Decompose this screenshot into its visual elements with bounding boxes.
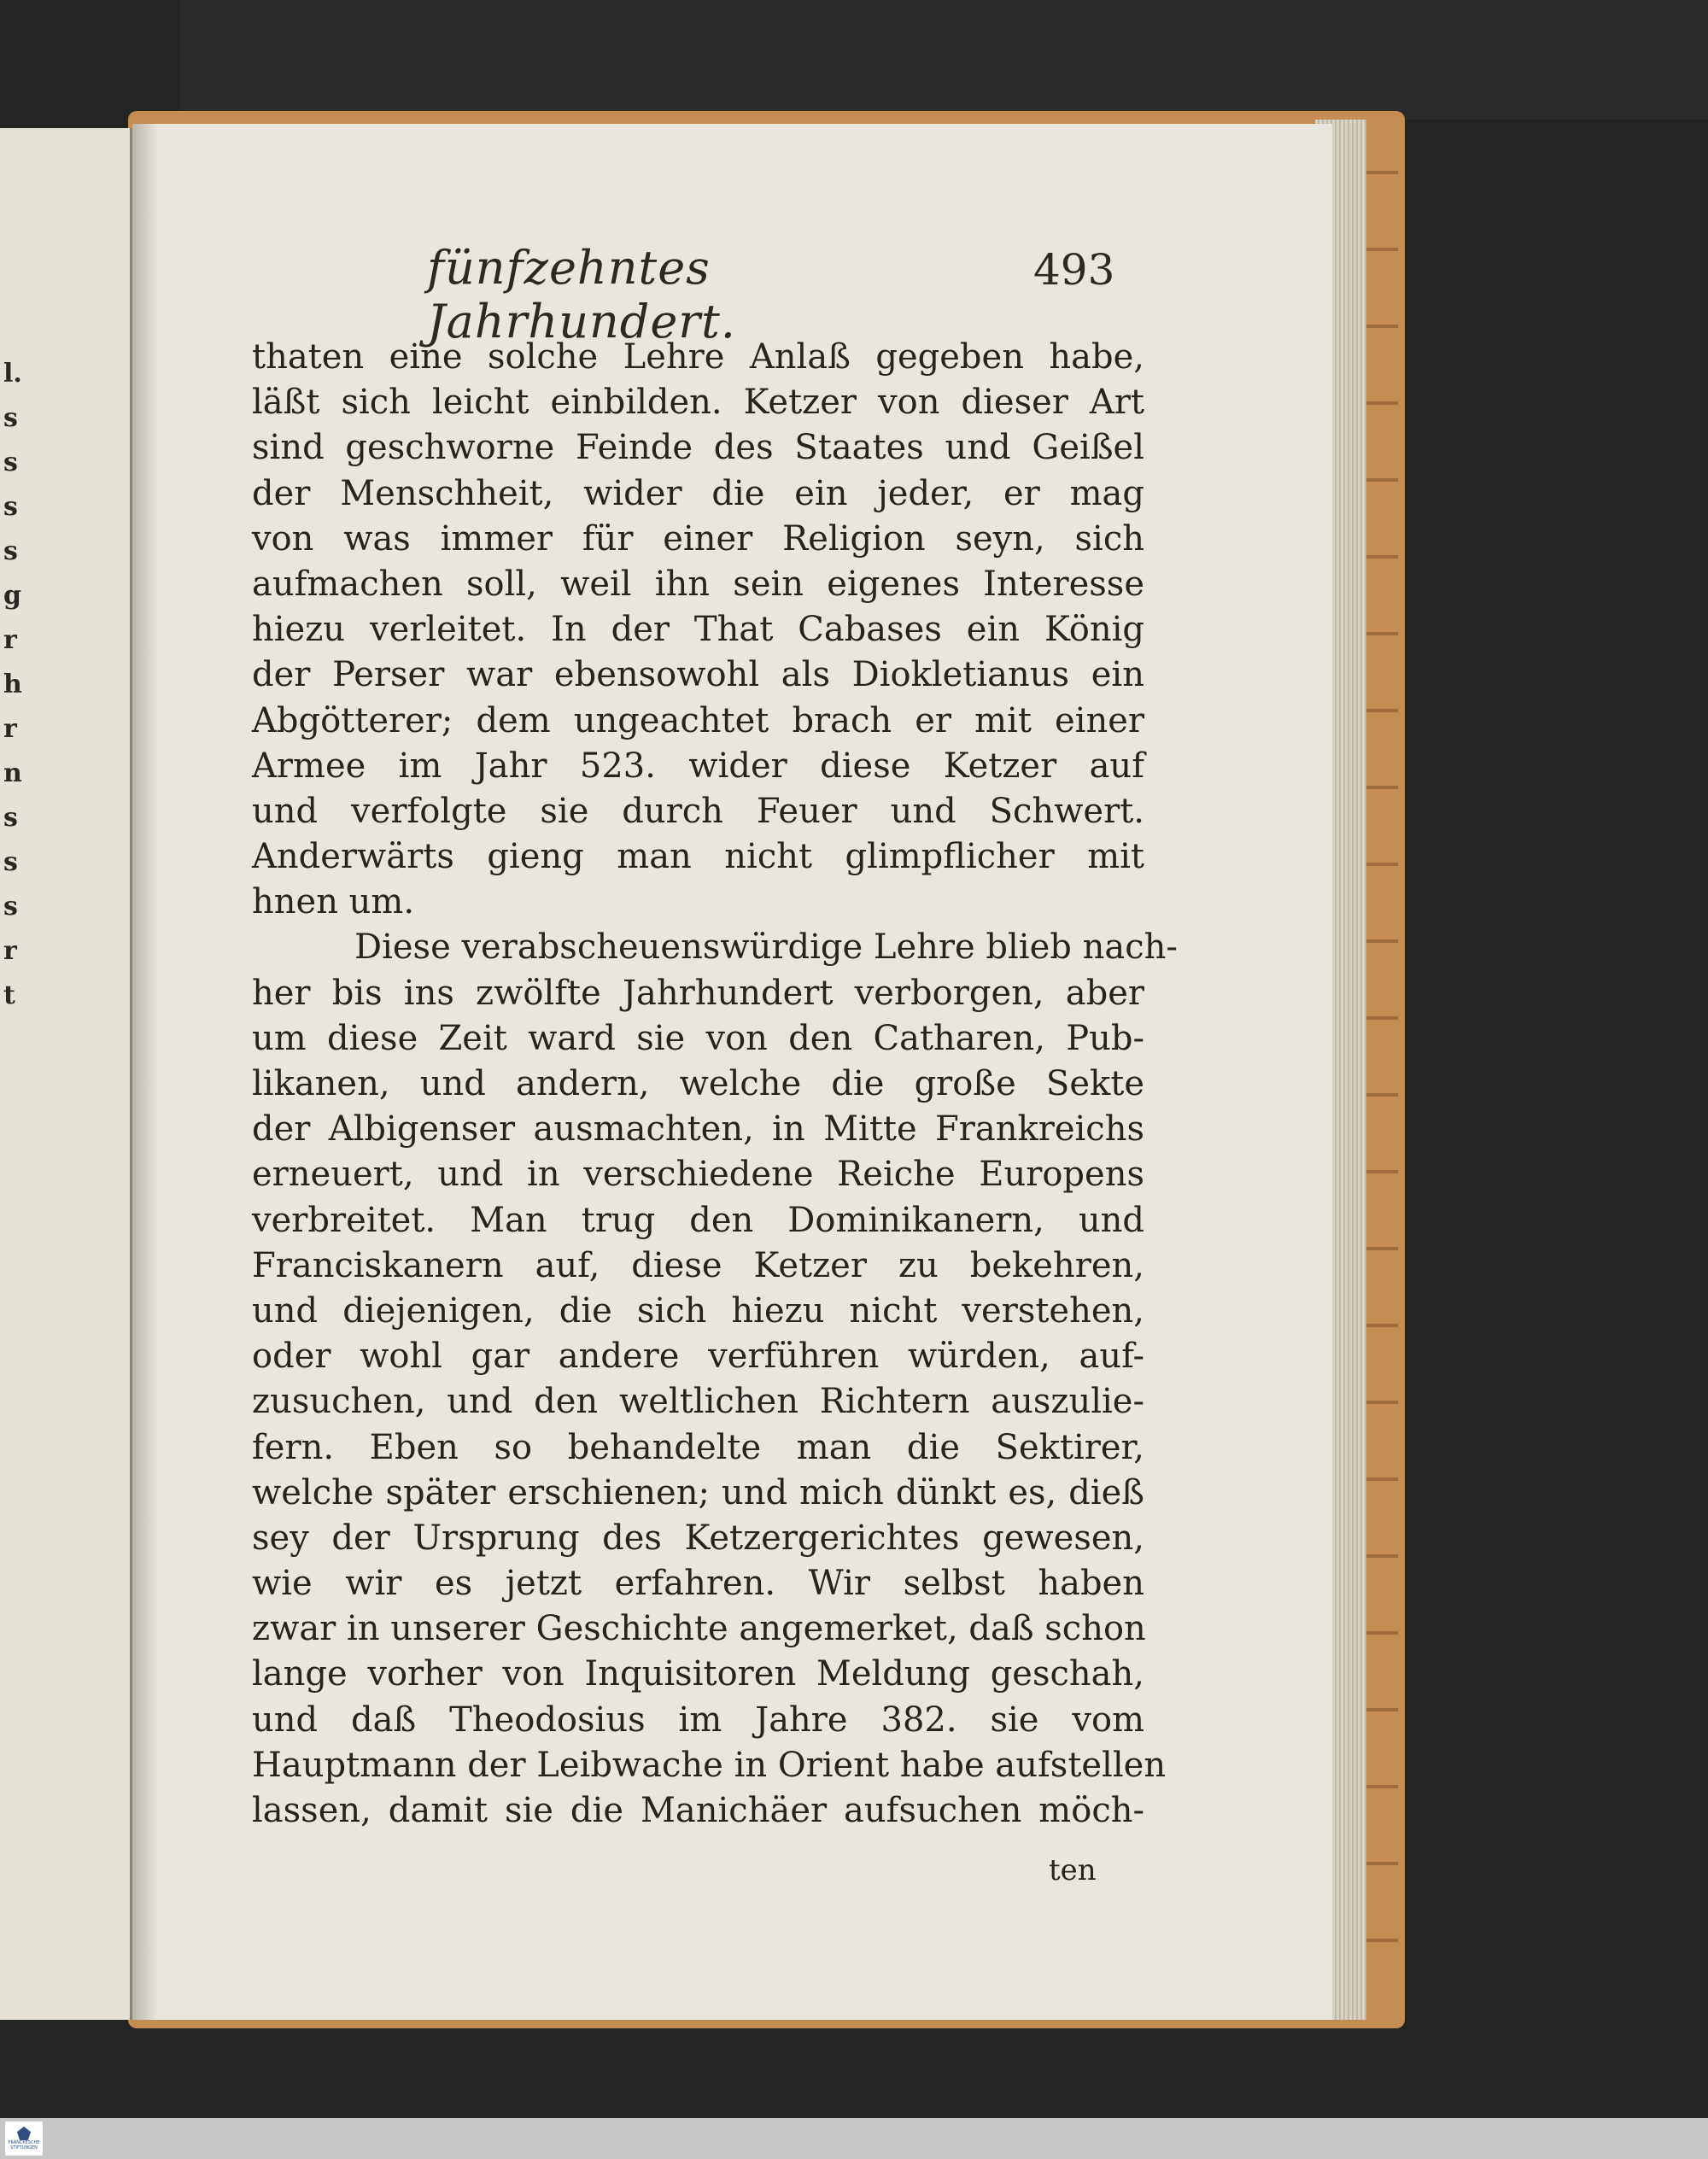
institution-logo[interactable] — [5, 2121, 43, 2156]
text-line: hiezu verleitet. In der That Cabases ein König — [252, 610, 1144, 650]
edge-glyph: s — [3, 448, 18, 477]
cover-texture — [1364, 137, 1398, 1973]
edge-glyph: s — [3, 536, 18, 566]
text-line: der Perser war ebensowohl als Diokletianus ein — [252, 655, 1144, 695]
text-line: her bis ins zwölfte Jahrhundert verborgen, aber — [252, 973, 1144, 1013]
photo-background-top — [179, 0, 1708, 120]
edge-glyph: s — [3, 847, 18, 877]
text-line: Franciskanern auf, diese Ketzer zu bekehren, — [252, 1245, 1144, 1285]
text-line: Hauptmann der Leibwache in Orient habe aufstellen — [252, 1745, 1167, 1785]
text-line: Armee im Jahr 523. wider diese Ketzer auf — [252, 746, 1144, 786]
edge-glyph: r — [3, 936, 17, 966]
text-line: lassen, damit sie die Manichäer aufsuchen möch- — [252, 1791, 1144, 1830]
text-line: und diejenigen, die sich hiezu nicht verstehen, — [252, 1290, 1144, 1331]
logo-text: FRANCKESCHE STIFTUNGEN — [8, 2140, 40, 2150]
text-line: und verfolgte sie durch Feuer und Schwert. — [252, 791, 1144, 831]
edge-glyph: g — [3, 581, 21, 611]
text-line: zwar in unserer Geschichte angemerket, daß schon — [252, 1609, 1146, 1649]
body-text — [252, 335, 1178, 1834]
edge-glyph: s — [3, 492, 18, 522]
edge-glyph: r — [3, 714, 17, 744]
text-line: erneuert, und in verschiedene Reiche Europens — [252, 1155, 1144, 1195]
logo-emblem-icon — [17, 2127, 31, 2140]
text-line: thaten eine solche Lehre Anlaß gegeben habe, — [252, 337, 1144, 377]
edge-glyph: t — [3, 980, 15, 1010]
edge-glyph: n — [3, 758, 22, 788]
text-line: und daß Theodosius im Jahre 382. sie vom — [252, 1700, 1144, 1740]
text-line: um diese Zeit ward sie von den Catharen, Pub- — [252, 1018, 1144, 1058]
page-gutter-shadow — [132, 124, 158, 2020]
text-line: likanen, und andern, welche die große Sekte — [252, 1064, 1144, 1103]
edge-glyph: l. — [3, 359, 22, 389]
edge-glyph: r — [3, 625, 17, 655]
text-line: der Albigenser ausmachten, in Mitte Frankreichs — [252, 1109, 1144, 1150]
text-line: läßt sich leicht einbilden. Ketzer von dieser Art — [252, 383, 1144, 423]
running-title: fünfzehntes Jahrhundert. — [427, 241, 736, 348]
text-line: von was immer für einer Religion seyn, sich — [252, 518, 1144, 559]
text-line: der Menschheit, wider die ein jeder, er mag — [252, 473, 1144, 513]
text-line: Anderwärts gieng man nicht glimpflicher mit — [252, 837, 1144, 877]
paragraph-end-line: hnen um. — [252, 882, 415, 922]
text-line: wie wir es jetzt erfahren. Wir selbst haben — [252, 1564, 1144, 1604]
page-number: 493 — [1033, 245, 1115, 295]
text-line: verbreitet. Man trug den Dominikanern, und — [252, 1200, 1144, 1240]
left-page-edge-text — [3, 359, 20, 1025]
paragraph-first-line: Diese verabscheuenswürdige Lehre blieb nach- — [354, 927, 1178, 968]
text-line: sey der Ursprung des Ketzergerichtes gewesen, — [252, 1518, 1144, 1558]
text-line: lange vorher von Inquisitoren Meldung geschah, — [252, 1654, 1144, 1694]
text-line: Abgötterer; dem ungeachtet brach er mit einer — [252, 700, 1144, 740]
edge-glyph: s — [3, 403, 18, 433]
text-line: fern. Eben so behandelte man die Sektirer, — [252, 1427, 1144, 1467]
text-line: zusuchen, und den weltlichen Richtern auszulie- — [252, 1382, 1144, 1422]
text-line: welche später erschienen; und mich dünkt es, dieß — [252, 1472, 1144, 1512]
edge-glyph: s — [3, 892, 18, 922]
left-page — [0, 128, 135, 2020]
catchword: ten — [1049, 1853, 1097, 1887]
text-line: aufmachen soll, weil ihn sein eigenes Interesse — [252, 564, 1144, 604]
text-line: sind geschworne Feinde des Staates und Geißel — [252, 428, 1144, 468]
edge-glyph: h — [3, 670, 22, 699]
viewer-footer-bar — [0, 2118, 1708, 2159]
text-line: oder wohl gar andere verführen würden, auf- — [252, 1337, 1144, 1377]
edge-glyph: s — [3, 803, 18, 833]
